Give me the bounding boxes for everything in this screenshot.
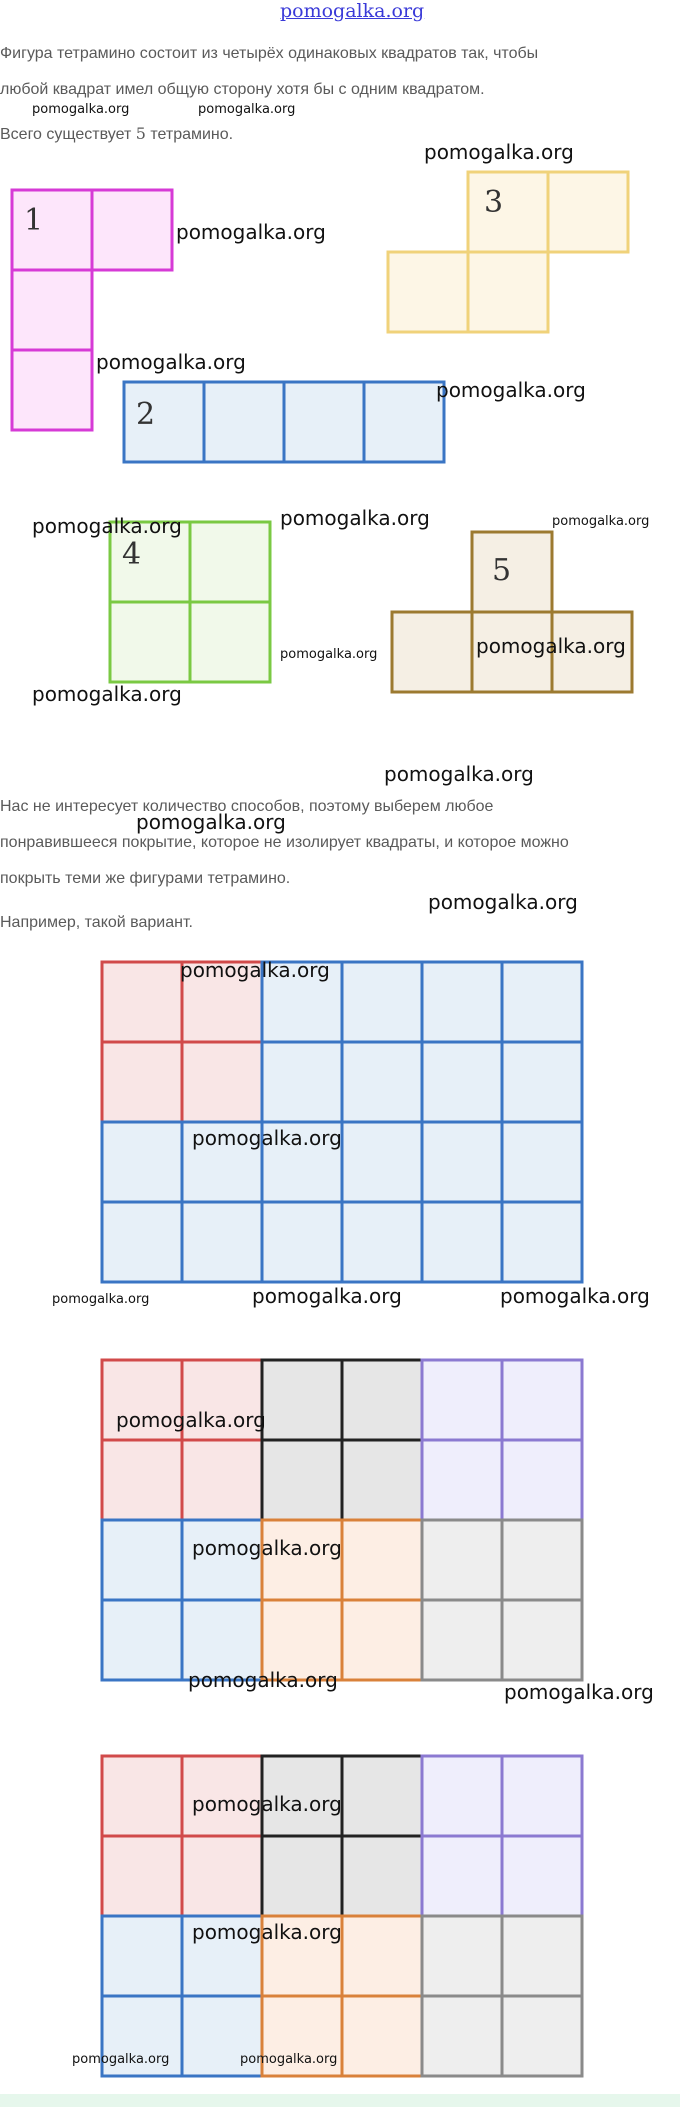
watermark: pomogalka.org — [500, 1284, 650, 1308]
grid-cell — [182, 1042, 262, 1122]
watermark: pomogalka.org — [240, 2052, 338, 2067]
tetromino-number-label: 3 — [484, 185, 504, 220]
grid-cell — [342, 1360, 422, 1440]
grid-cell — [342, 1996, 422, 2076]
grid-cell — [502, 1440, 582, 1520]
intro-line-2: любой квадрат имел общую сторону хотя бы с одним квадратом. — [0, 81, 485, 98]
grid-cell — [342, 962, 422, 1042]
explanation-line-3: покрыть теми же фигурами тетрамино. — [0, 870, 291, 887]
grid-cell — [182, 1836, 262, 1916]
watermark: pomogalka.org — [476, 634, 626, 658]
grid-cell — [102, 1520, 182, 1600]
grid-cell — [342, 1042, 422, 1122]
grid-cell — [182, 1440, 262, 1520]
watermark: pomogalka.org — [280, 506, 430, 530]
grid-cell — [102, 962, 182, 1042]
watermark: pomogalka.org — [32, 514, 182, 538]
grid-cell — [342, 1440, 422, 1520]
tetromino-2-cell — [204, 382, 284, 462]
watermark: pomogalka.org — [192, 1920, 342, 1944]
tetromino-1-cell — [12, 350, 92, 430]
grid-cell — [102, 1916, 182, 1996]
tetromino-number-label: 4 — [122, 537, 142, 572]
watermark: pomogalka.org — [424, 140, 574, 164]
grid-cell — [422, 1756, 502, 1836]
watermark: pomogalka.org — [176, 220, 326, 244]
grid-cell — [102, 1042, 182, 1122]
grid-cell — [422, 1202, 502, 1282]
watermark: pomogalka.org — [252, 1284, 402, 1308]
watermark: pomogalka.org — [180, 958, 330, 982]
footer-band — [0, 2094, 680, 2107]
count-prefix: Всего существует — [0, 126, 136, 143]
site-link[interactable]: pomogalka.org — [280, 0, 425, 22]
tetromino-3-cell — [548, 172, 628, 252]
grid-cell — [102, 1836, 182, 1916]
grid-cell — [502, 1916, 582, 1996]
grid-cell — [182, 1520, 262, 1600]
grid-cell — [502, 1520, 582, 1600]
tetromino-number-label: 5 — [492, 553, 512, 588]
grid-cell — [422, 1600, 502, 1680]
grid-cell — [422, 1122, 502, 1202]
grid-cell — [422, 1520, 502, 1600]
grid-cell — [102, 1122, 182, 1202]
grid-cell — [422, 1916, 502, 1996]
grid-cell — [502, 1360, 582, 1440]
grid-cell — [262, 1202, 342, 1282]
grid-cell — [342, 1122, 422, 1202]
tetromino-3-cell — [468, 252, 548, 332]
grid-cell — [422, 1996, 502, 2076]
grid-cell — [502, 1600, 582, 1680]
grid-cell — [342, 1520, 422, 1600]
count-number: 5 — [135, 124, 146, 143]
watermark: pomogalka.org — [504, 1680, 654, 1704]
grid-cell — [262, 1042, 342, 1122]
grid-cell — [102, 1440, 182, 1520]
grid-cell — [342, 1836, 422, 1916]
watermark: pomogalka.org — [116, 1408, 266, 1432]
watermark: pomogalka.org — [72, 2052, 170, 2067]
intro-line-1: Фигура тетрамино состоит из четырёх одинаковых квадратов так, чтобы — [0, 45, 539, 62]
grid-cell — [342, 1202, 422, 1282]
grid-cell — [502, 1756, 582, 1836]
grid-cell — [342, 1600, 422, 1680]
watermark: pomogalka.org — [436, 378, 586, 402]
grid-cell — [422, 1440, 502, 1520]
tetromino-1-cell — [12, 270, 92, 350]
watermark: pomogalka.org — [52, 1292, 150, 1307]
watermark: pomogalka.org — [428, 890, 578, 914]
grid-cell — [262, 1836, 342, 1916]
tetromino-2-cell — [284, 382, 364, 462]
tetromino-5-cell — [392, 612, 472, 692]
grid-cell — [422, 1042, 502, 1122]
tetromino-4-cell — [110, 602, 190, 682]
watermark: pomogalka.org — [32, 102, 130, 117]
grid-cell — [262, 1360, 342, 1440]
tetromino-1-cell — [92, 190, 172, 270]
watermark: pomogalka.org — [192, 1792, 342, 1816]
tetromino-5-cell — [472, 532, 552, 612]
grid-cell — [262, 1440, 342, 1520]
grid-cell — [502, 1996, 582, 2076]
grid-cell — [422, 962, 502, 1042]
explanation-line-2: понравившееся покрытие, которое не изолирует квадраты, и которое можно — [0, 834, 569, 851]
example-sentence: Например, такой вариант. — [0, 914, 193, 931]
grid-cell — [502, 1836, 582, 1916]
watermark: pomogalka.org — [188, 1668, 338, 1692]
watermark: pomogalka.org — [280, 647, 378, 662]
grid-cell — [502, 1042, 582, 1122]
grid-cell — [502, 1202, 582, 1282]
tetromino-4-cell — [190, 522, 270, 602]
watermark: pomogalka.org — [384, 762, 534, 786]
grid-cell — [102, 1202, 182, 1282]
grid-cell — [102, 1756, 182, 1836]
watermark: pomogalka.org — [96, 350, 246, 374]
watermark: pomogalka.org — [552, 514, 650, 529]
tetromino-2-cell — [364, 382, 444, 462]
watermark: pomogalka.org — [136, 810, 286, 834]
grid-cell — [502, 962, 582, 1042]
tetromino-number-label: 1 — [24, 203, 44, 238]
grid-cell — [342, 1916, 422, 1996]
grid-cell — [422, 1360, 502, 1440]
grid-cell — [422, 1836, 502, 1916]
tetromino-4-cell — [190, 602, 270, 682]
grid-cell — [342, 1756, 422, 1836]
grid-cell — [502, 1122, 582, 1202]
explanation-line-1: Нас не интересует количество способов, поэтому выберем любое — [0, 798, 494, 815]
grid-cell — [102, 1600, 182, 1680]
count-suffix: тетрамино. — [145, 126, 234, 143]
tetromino-3-cell — [388, 252, 468, 332]
grid-cell — [262, 1520, 342, 1600]
watermark: pomogalka.org — [192, 1536, 342, 1560]
watermark: pomogalka.org — [192, 1126, 342, 1150]
grid-cell — [182, 1202, 262, 1282]
tetromino-3-cell — [468, 172, 548, 252]
watermark: pomogalka.org — [198, 102, 296, 117]
watermark: pomogalka.org — [32, 682, 182, 706]
tetromino-number-label: 2 — [136, 397, 156, 432]
